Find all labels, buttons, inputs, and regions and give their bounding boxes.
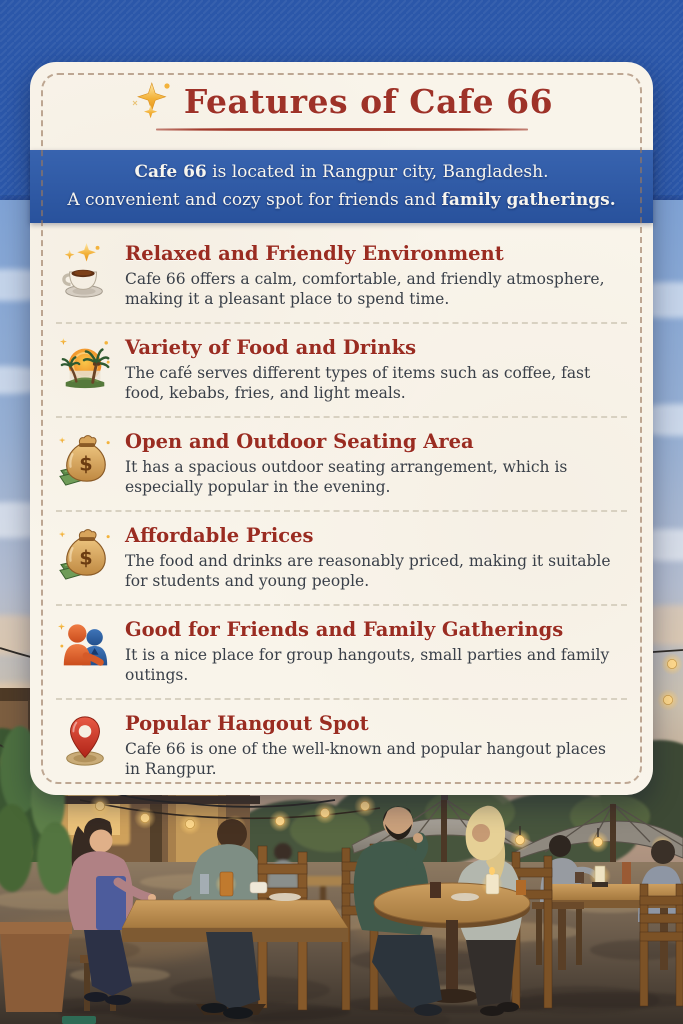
banner-line-2: A convenient and cozy spot for friends and family gatherings. <box>67 190 616 210</box>
feature-description: The café serves different types of items such as coffee, fast food, kebabs, fries, and light meals. <box>125 363 591 403</box>
feature-row <box>56 324 627 418</box>
feature-card <box>30 62 653 795</box>
sparkle-icon <box>130 79 174 123</box>
header <box>30 62 653 150</box>
money-bag-icon <box>58 430 112 488</box>
feature-row <box>56 230 627 324</box>
feature-title: Open and Outdoor Seating Area <box>125 429 474 453</box>
feature-title: Variety of Food and Drinks <box>125 335 417 359</box>
feature-description: It is a nice place for group hangouts, small parties and family outings. <box>125 645 610 685</box>
banner-line-1: Cafe 66 is located in Rangpur city, Bangladesh. <box>134 161 549 182</box>
feature-row <box>56 606 627 700</box>
feature-description: The food and drinks are reasonably priced, making it suitable for students and young people. <box>125 551 611 591</box>
location-pin-icon <box>58 712 112 770</box>
feature-description: Cafe 66 is one of the well-known and popular hangout places in Rangpur. <box>125 739 606 778</box>
coffee-cup-icon <box>58 242 112 300</box>
feature-row <box>56 512 627 606</box>
title-underline <box>156 128 528 131</box>
feature-row <box>56 418 627 512</box>
feature-row <box>56 700 627 792</box>
location-banner <box>30 150 653 223</box>
money-bag-icon <box>58 524 112 582</box>
feature-title: Relaxed and Friendly Environment <box>125 242 504 265</box>
feature-title: Affordable Prices <box>125 523 314 547</box>
feature-list <box>56 230 627 783</box>
friends-icon <box>58 618 112 676</box>
svg-text:$: $ <box>79 452 93 476</box>
palm-sunset-icon <box>58 336 112 394</box>
feature-description: Cafe 66 offers a calm, comfortable, and friendly atmosphere, making it a pleasant place to spend time. <box>125 270 605 309</box>
feature-title: Popular Hangout Spot <box>125 711 369 735</box>
feature-title: Good for Friends and Family Gatherings <box>125 617 564 641</box>
svg-text:$: $ <box>79 546 93 570</box>
feature-description: It has a spacious outdoor seating arrangement, which is especially popular in the evening. <box>125 457 568 497</box>
page-title: Features of Cafe 66 <box>183 81 554 121</box>
